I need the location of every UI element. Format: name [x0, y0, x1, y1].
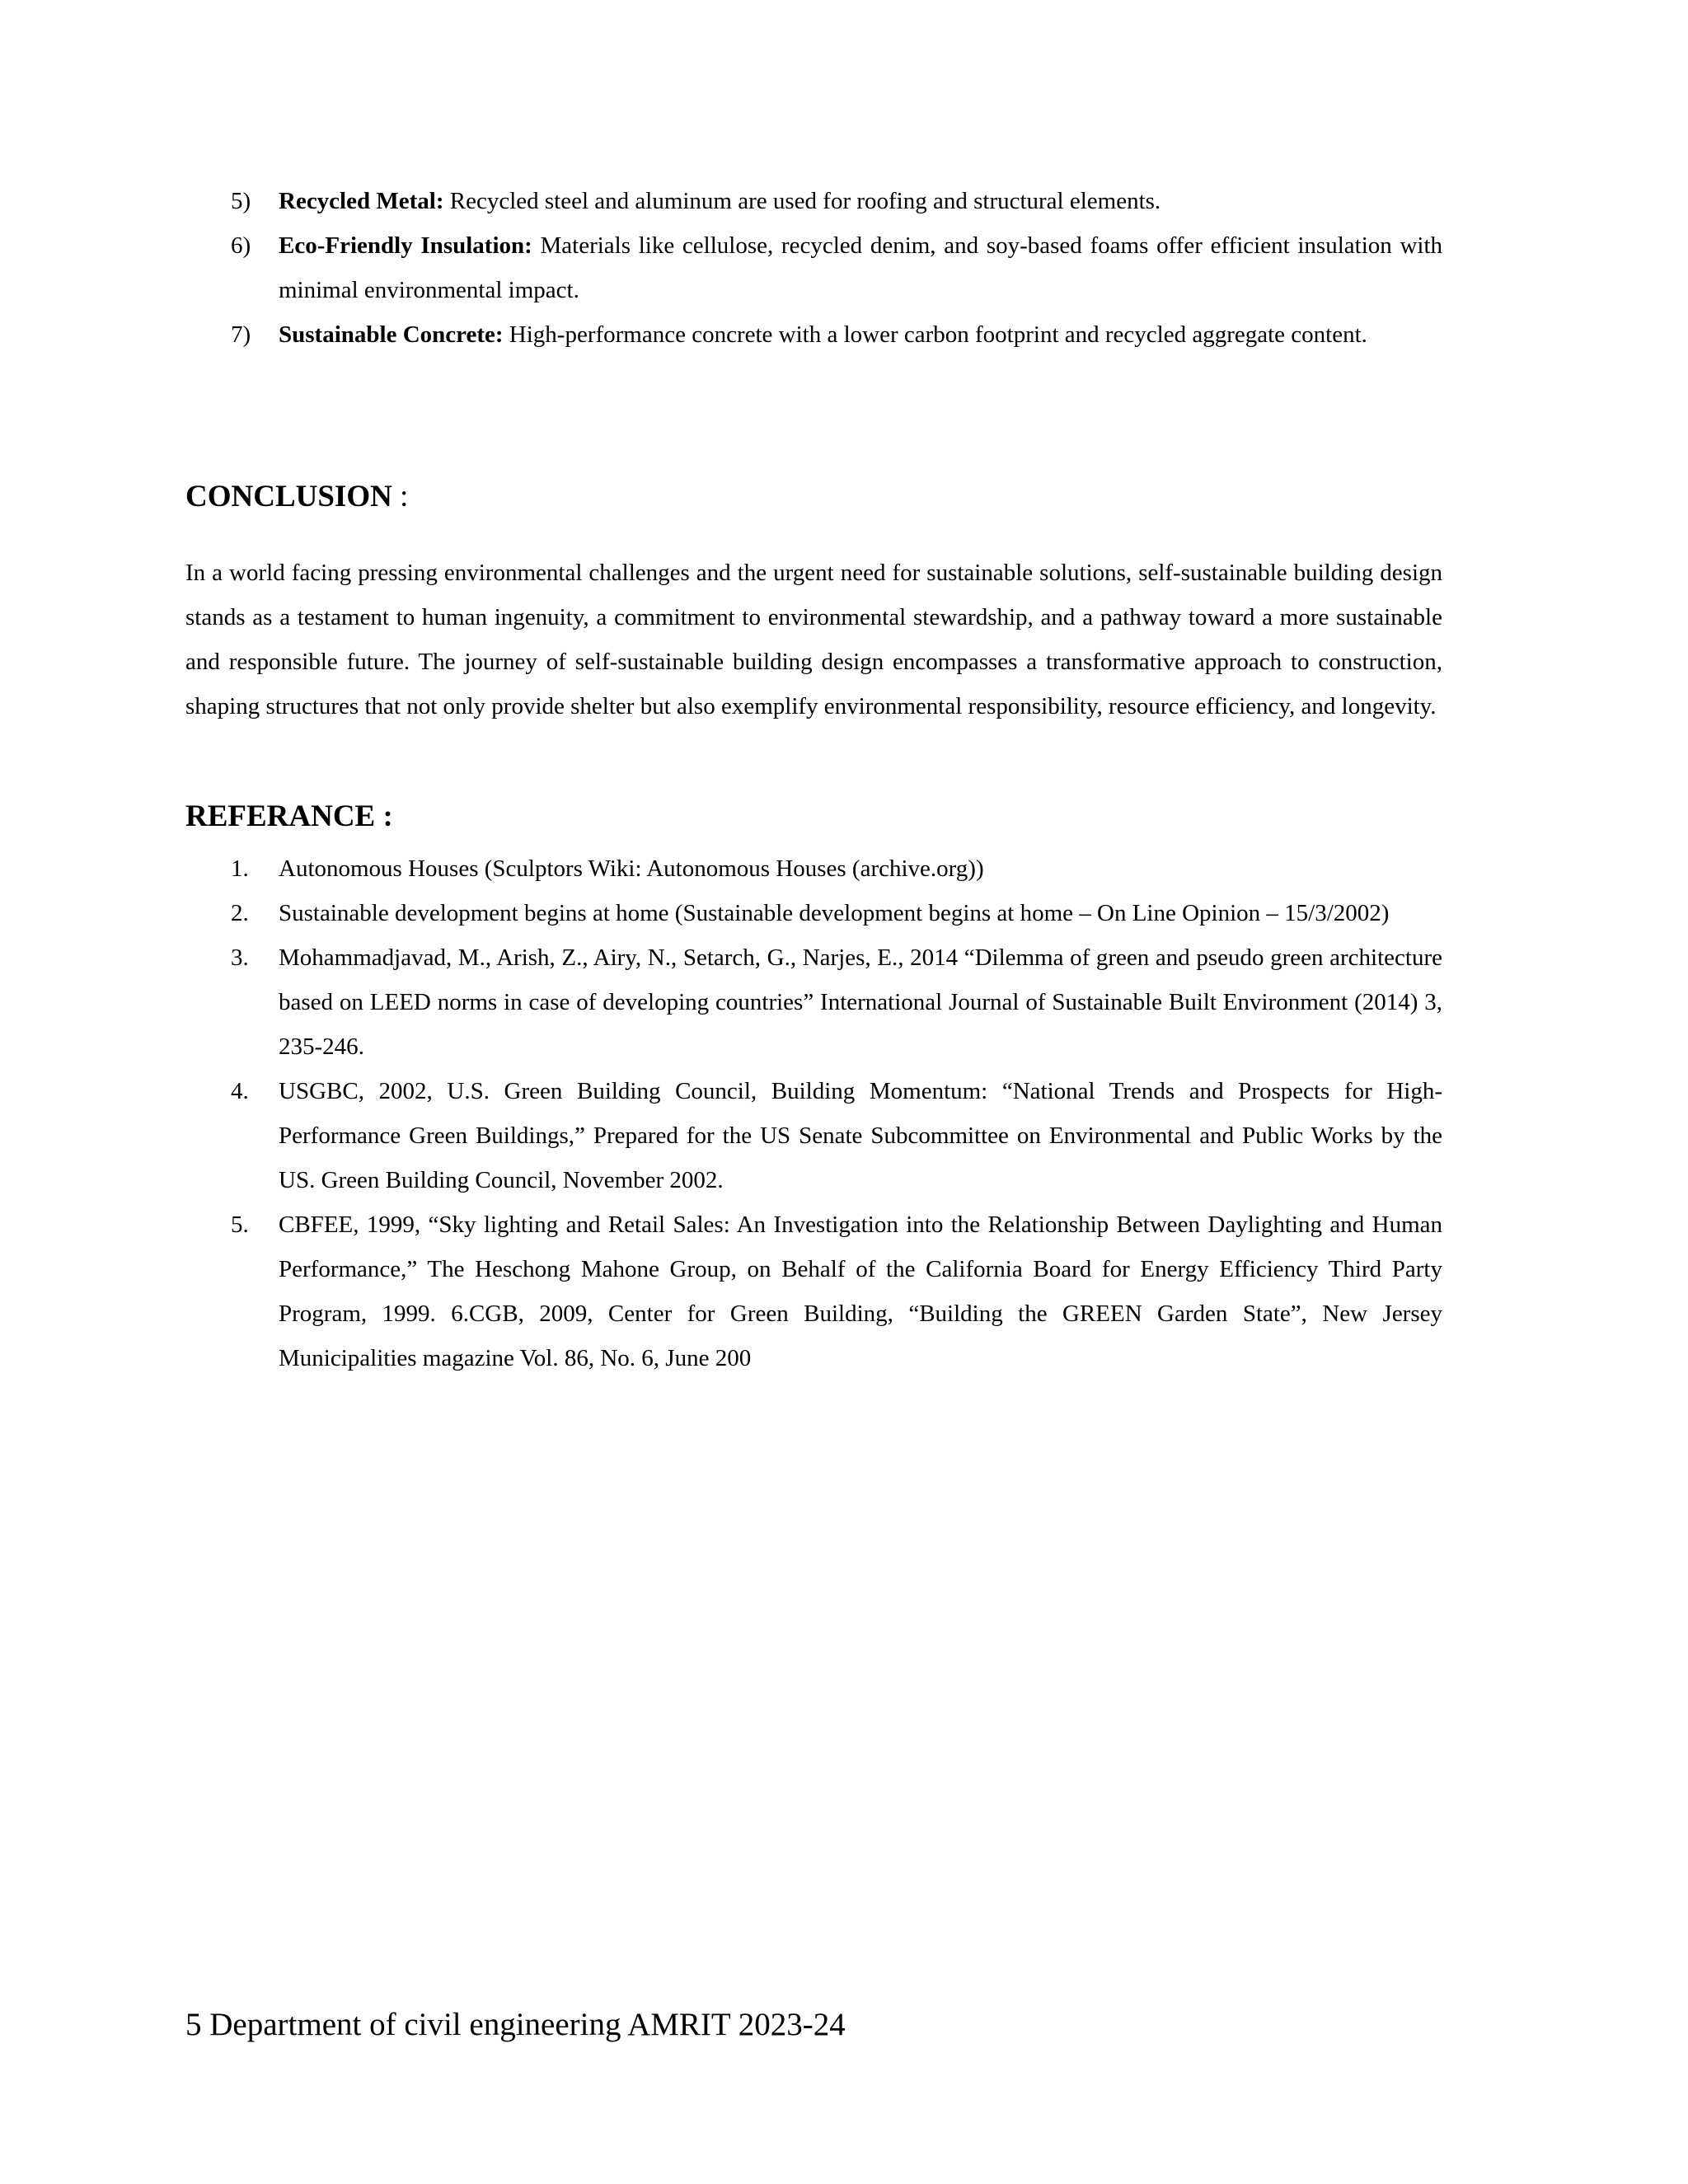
list-item	[185, 223, 1442, 312]
reference-item	[185, 1202, 1442, 1380]
conclusion-heading-colon: :	[400, 480, 409, 513]
reference-list	[185, 846, 1442, 1380]
item-term: Eco-Friendly Insulation:	[279, 232, 532, 259]
reference-item	[185, 1069, 1442, 1202]
reference-item	[185, 846, 1442, 891]
reference-item	[185, 935, 1442, 1069]
item-number: 7)	[231, 321, 251, 348]
reference-number: 5.	[231, 1212, 249, 1238]
item-number: 5)	[231, 188, 251, 214]
item-text: High-performance concrete with a lower carbon footprint and recycled aggregate content.	[509, 321, 1367, 348]
materials-list	[185, 179, 1442, 357]
item-text: Recycled steel and aluminum are used for roofing and structural elements.	[449, 188, 1161, 214]
reference-heading: REFERANCE :	[185, 799, 393, 833]
item-text: Materials like cellulose, recycled denim, and soy-based foams offer efficient insulation with minimal environmental impact.	[279, 232, 1443, 303]
reference-number: 3.	[231, 944, 249, 971]
reference-item	[185, 891, 1442, 935]
reference-text: Autonomous Houses (Sculptors Wiki: Autonomous Houses (archive.org))	[279, 855, 984, 882]
item-term: Sustainable Concrete:	[279, 321, 504, 348]
list-item	[185, 179, 1442, 223]
item-term: Recycled Metal:	[279, 188, 444, 214]
reference-text: USGBC, 2002, U.S. Green Building Council, Building Momentum: “National Trends and Prospects for High-Performance Green Buildings,” Prepared for the US Senate Subcommittee on Environmental and Public Works by the US. Green Building Council, November 2002.	[279, 1078, 1442, 1193]
reference-text: Sustainable development begins at home (Sustainable development begins at home – On Line Opinion – 15/3/2002)	[279, 900, 1390, 926]
reference-number: 1.	[231, 855, 249, 882]
conclusion-paragraph: In a world facing pressing environmental challenges and the urgent need for sustainable solutions, self-sustainable building design stands as a testament to human ingenuity, a commitment to environmental stewardship, and a pathway toward a more sustainable and responsible future. The journey of self-sustainable building design encompasses a transformative approach to construction, shaping structures that not only provide shelter but also exemplify environmental responsibility, resource efficiency, and longevity.	[185, 560, 1442, 719]
reference-text: Mohammadjavad, M., Arish, Z., Airy, N., Setarch, G., Narjes, E., 2014 “Dilemma of green and pseudo green architecture based on LEED norms in case of developing countries” International Journal of Sustainable Built Environment (2014) 3, 235-246.	[279, 944, 1442, 1060]
list-item	[185, 312, 1442, 357]
conclusion-heading	[185, 476, 408, 518]
reference-text: CBFEE, 1999, “Sky lighting and Retail Sales: An Investigation into the Relationship Between Daylighting and Human Performance,” The Heschong Mahone Group, on Behalf of the California Board for Energy Efficiency Third Party Program, 1999. 6.CGB, 2009, Center for Green Building, “Building the GREEN Garden State”, New Jersey Municipalities magazine Vol. 86, No. 6, June 200	[279, 1212, 1442, 1371]
reference-number: 2.	[231, 900, 249, 926]
item-number: 6)	[231, 232, 251, 259]
reference-number: 4.	[231, 1078, 249, 1104]
page-footer: 5 Department of civil engineering AMRIT 2023-24	[185, 2007, 846, 2042]
conclusion-heading-text: CONCLUSION	[185, 480, 392, 513]
